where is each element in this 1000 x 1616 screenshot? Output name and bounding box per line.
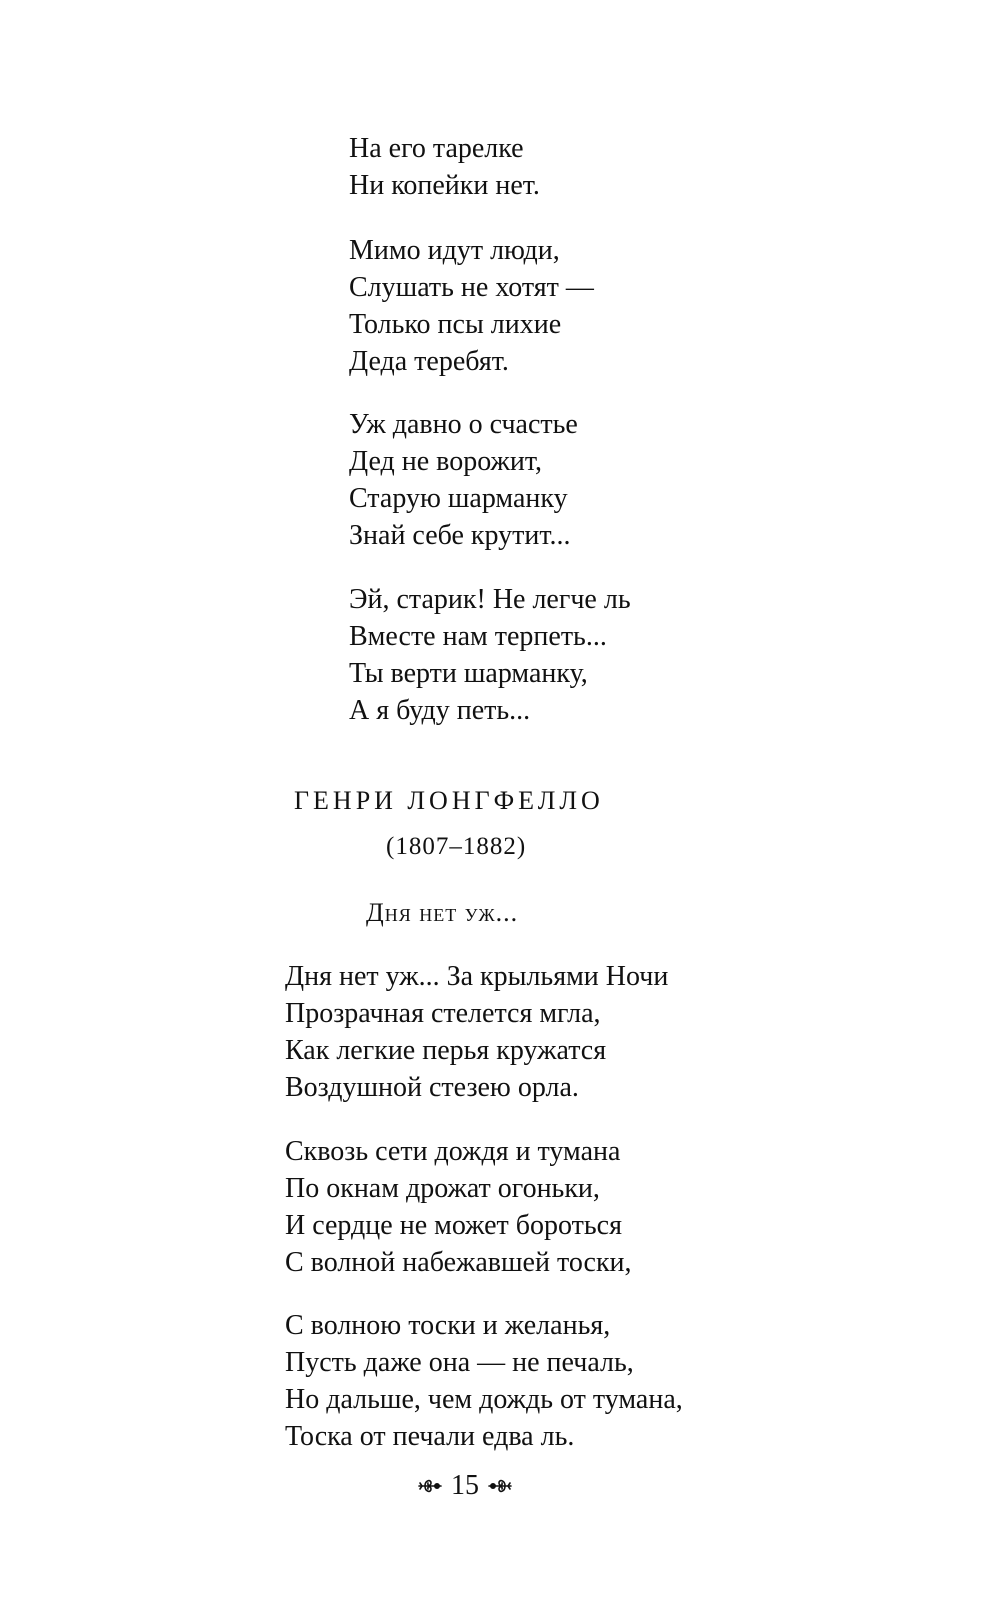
verse-line: На его тарелке bbox=[349, 133, 524, 164]
verse-line: И сердце не может бороться bbox=[285, 1210, 622, 1241]
poem-stanza-2 bbox=[285, 1133, 632, 1281]
verse-line: Деда теребят. bbox=[349, 346, 509, 377]
verse-line: Ты верти шарманку, bbox=[349, 658, 588, 689]
verse-line: Ни копейки нет. bbox=[349, 170, 540, 201]
verse-line: Только псы лихие bbox=[349, 309, 562, 340]
verse-line: А я буду петь... bbox=[349, 695, 531, 726]
verse-line: Но дальше, чем дождь от тумана, bbox=[285, 1384, 683, 1415]
verse-line: Вместе нам терпеть... bbox=[349, 621, 607, 652]
poem-title: Дня нет уж... bbox=[366, 898, 519, 927]
verse-line: Дня нет уж... За крыльями Ночи bbox=[285, 961, 669, 992]
verse-line: Воздушной стезею орла. bbox=[285, 1072, 579, 1103]
verse-line: С волною тоски и желанья, bbox=[285, 1310, 611, 1341]
fleuron-icon bbox=[487, 1476, 513, 1496]
verse-line: Сквозь сети дождя и тумана bbox=[285, 1136, 621, 1167]
verse-line: Дед не ворожит, bbox=[349, 446, 542, 477]
verse-line: Как легкие перья кружатся bbox=[285, 1035, 607, 1066]
verse-line: Уж давно о счастье bbox=[349, 409, 578, 440]
verse-line: Мимо идут люди, bbox=[349, 235, 560, 266]
verse-line: Прозрачная стелется мгла, bbox=[285, 998, 601, 1029]
author-name: ГЕНРИ ЛОНГФЕЛЛО bbox=[294, 786, 604, 815]
verse-line: Старую шарманку bbox=[349, 483, 568, 514]
verse-line: С волной набежавшей тоски, bbox=[285, 1247, 632, 1278]
page-number: 15 bbox=[451, 1470, 479, 1501]
author-years: (1807–1882) bbox=[386, 833, 527, 860]
poem-stanza-3 bbox=[285, 1307, 683, 1455]
stanza-4 bbox=[349, 581, 631, 729]
verse-line: Слушать не хотят — bbox=[349, 272, 594, 303]
verse-line: Эй, старик! Не легче ль bbox=[349, 584, 631, 615]
verse-line: Пусть даже она — не печаль, bbox=[285, 1347, 634, 1378]
fleuron-icon bbox=[417, 1476, 443, 1496]
stanza-1 bbox=[349, 130, 540, 204]
stanza-2 bbox=[349, 232, 594, 380]
verse-line: По окнам дрожат огоньки, bbox=[285, 1173, 600, 1204]
stanza-3 bbox=[349, 406, 578, 554]
poem-stanza-1 bbox=[285, 958, 668, 1106]
verse-line: Знай себе крутит... bbox=[349, 520, 571, 551]
verse-line: Тоска от печали едва ль. bbox=[285, 1421, 575, 1452]
page-footer bbox=[405, 1468, 525, 1504]
